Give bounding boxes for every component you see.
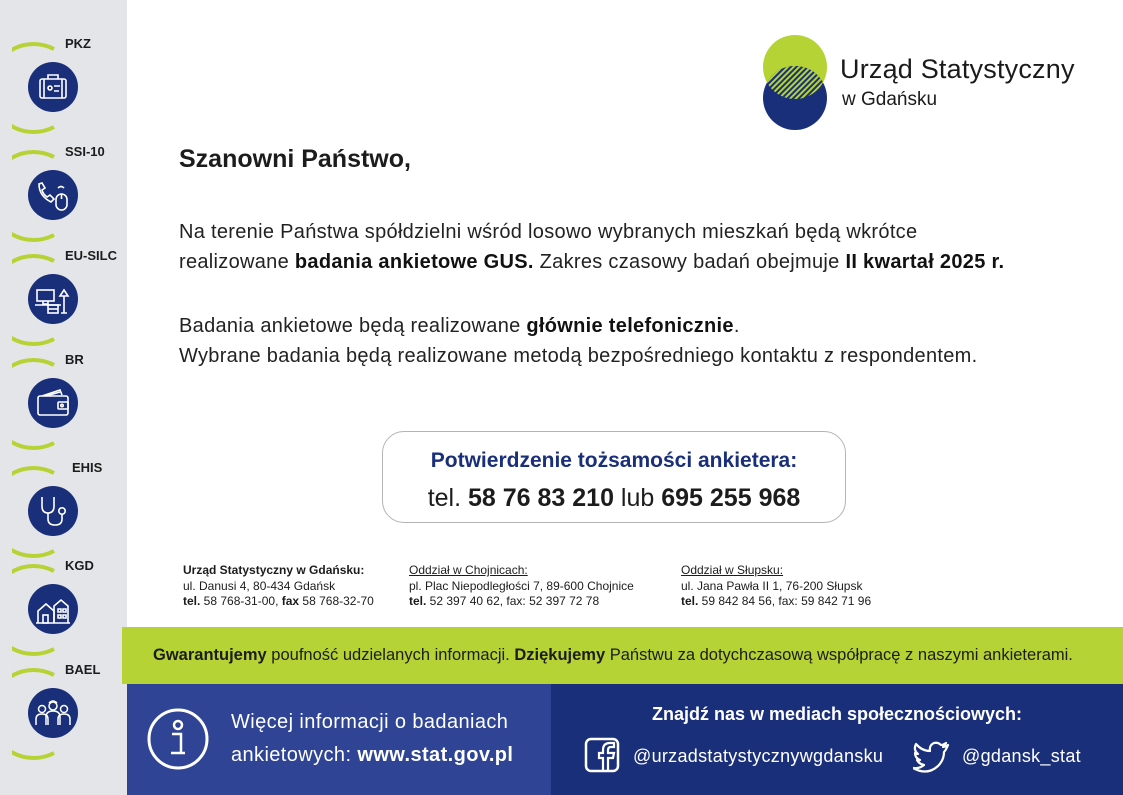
identity-verification-box <box>382 431 846 523</box>
tel-label: tel. <box>681 594 699 608</box>
survey-label: EHIS <box>72 460 103 475</box>
phone-number-link[interactable]: 58 76 83 210 <box>468 484 614 512</box>
twitter-icon[interactable] <box>913 739 951 773</box>
method-paragraph <box>179 311 977 371</box>
bold-text: badania ankietowe GUS. <box>294 251 534 273</box>
bold-text: głównie telefonicznie <box>526 315 734 337</box>
office-gdansk <box>183 563 374 610</box>
fax-label: fax <box>281 594 300 608</box>
paragraph-line: Na terenie Państwa spółdzielni wśród losowo wybranych mieszkań będą wkrótce <box>179 221 918 243</box>
logo-title: Urząd Statystyczny <box>840 54 1075 84</box>
survey-item-kgd <box>12 558 122 658</box>
text-span: . <box>733 315 740 337</box>
survey-label: BR <box>65 352 84 367</box>
workers-icon <box>28 688 78 738</box>
survey-item-bael <box>12 662 122 762</box>
tel-value: 58 768-31-00, <box>200 594 282 608</box>
desk-lamp-icon <box>28 274 78 324</box>
urzad-statystyczny-logo[interactable] <box>760 34 1080 134</box>
more-info-panel <box>127 684 551 795</box>
survey-label: SSI-10 <box>65 144 105 159</box>
tel-label: tel. <box>183 594 201 608</box>
tel-label: tel. <box>409 594 427 608</box>
survey-item-ehis <box>12 460 122 560</box>
phone-mouse-icon <box>28 170 78 220</box>
announcement-paragraph <box>179 217 1004 277</box>
more-info-line: Więcej informacji o badaniach <box>231 711 509 733</box>
office-address: ul. Danusi 4, 80-434 Gdańsk <box>183 578 336 593</box>
tel-prefix: tel. <box>427 484 468 512</box>
text-span: Państwu za dotychczasową współpracę z naszymi ankieterami. <box>605 646 1073 664</box>
facebook-handle-link[interactable]: @urzadstatystycznywgdansku <box>633 746 884 766</box>
text-span: realizowane <box>179 251 295 273</box>
office-contact <box>409 594 634 610</box>
twitter-handle-link[interactable]: @gdansk_stat <box>962 746 1081 766</box>
office-contact <box>183 594 374 610</box>
office-chojnice <box>409 563 634 610</box>
or-text: lub <box>613 484 662 512</box>
survey-label: KGD <box>65 558 94 573</box>
identity-phones <box>383 484 845 513</box>
houses-icon <box>28 584 78 634</box>
wallet-icon <box>28 378 78 428</box>
guarantee-text <box>153 646 1073 665</box>
survey-item-eusilc <box>12 248 122 348</box>
tel-value: 59 842 84 56, fax: 59 842 71 96 <box>698 594 872 608</box>
office-address: ul. Jana Pawła II 1, 76-200 Słupsk <box>681 578 863 593</box>
bold-text: Gwarantujemy <box>153 646 267 664</box>
logo-emblem-icon <box>760 34 832 134</box>
more-info-line <box>231 739 513 772</box>
survey-sidebar <box>0 0 127 795</box>
survey-item-pkz <box>12 36 122 136</box>
greeting-heading: Szanowni Państwo, <box>179 145 411 173</box>
text-span: Badania ankietowe będą realizowane <box>179 315 527 337</box>
text-span: poufność udzielanych informacji. <box>266 646 515 664</box>
office-slupsk <box>681 563 871 610</box>
info-icon <box>146 707 210 771</box>
website-link[interactable]: www.stat.gov.pl <box>357 744 514 766</box>
survey-label: PKZ <box>65 36 91 51</box>
bold-text: Dziękujemy <box>514 646 606 664</box>
social-heading: Znajdź nas w mediach społecznościowych: <box>651 704 1023 724</box>
facebook-icon[interactable] <box>584 737 620 773</box>
survey-label: EU-SILC <box>65 248 117 263</box>
more-info-text <box>231 706 513 772</box>
paragraph-line <box>179 311 977 341</box>
identity-heading: Potwierdzenie tożsamości ankietera: <box>430 449 798 472</box>
guarantee-banner <box>122 627 1123 684</box>
logo-subtitle: w Gdańsku <box>842 89 938 110</box>
office-name-link[interactable]: Oddział w Słupsku: <box>681 563 784 577</box>
office-name: Urząd Statystyczny w Gdańsku: <box>183 563 365 577</box>
paragraph-line: Wybrane badania będą realizowane metodą bezpośredniego kontaktu z respondentem. <box>179 345 978 367</box>
paragraph-line <box>179 247 1004 277</box>
office-name-link[interactable]: Oddział w Chojnicach: <box>409 563 528 577</box>
survey-label: BAEL <box>65 662 101 677</box>
text-span: ankietowych: <box>231 744 358 766</box>
social-media-panel <box>551 684 1123 795</box>
survey-item-ssi10 <box>12 144 122 244</box>
stethoscope-icon <box>28 486 78 536</box>
fax-value: 58 768-32-70 <box>299 594 374 608</box>
survey-item-br <box>12 352 122 452</box>
bold-text: II kwartał 2025 r. <box>845 251 1005 273</box>
text-span: Zakres czasowy badań obejmuje <box>533 251 846 273</box>
office-address: pl. Plac Niepodległości 7, 89-600 Chojnice <box>409 578 634 593</box>
suitcase-icon <box>28 62 78 112</box>
office-contact <box>681 594 871 610</box>
phone-number-link[interactable]: 695 255 968 <box>661 484 801 512</box>
tel-value: 52 397 40 62, fax: 52 397 72 78 <box>426 594 600 608</box>
